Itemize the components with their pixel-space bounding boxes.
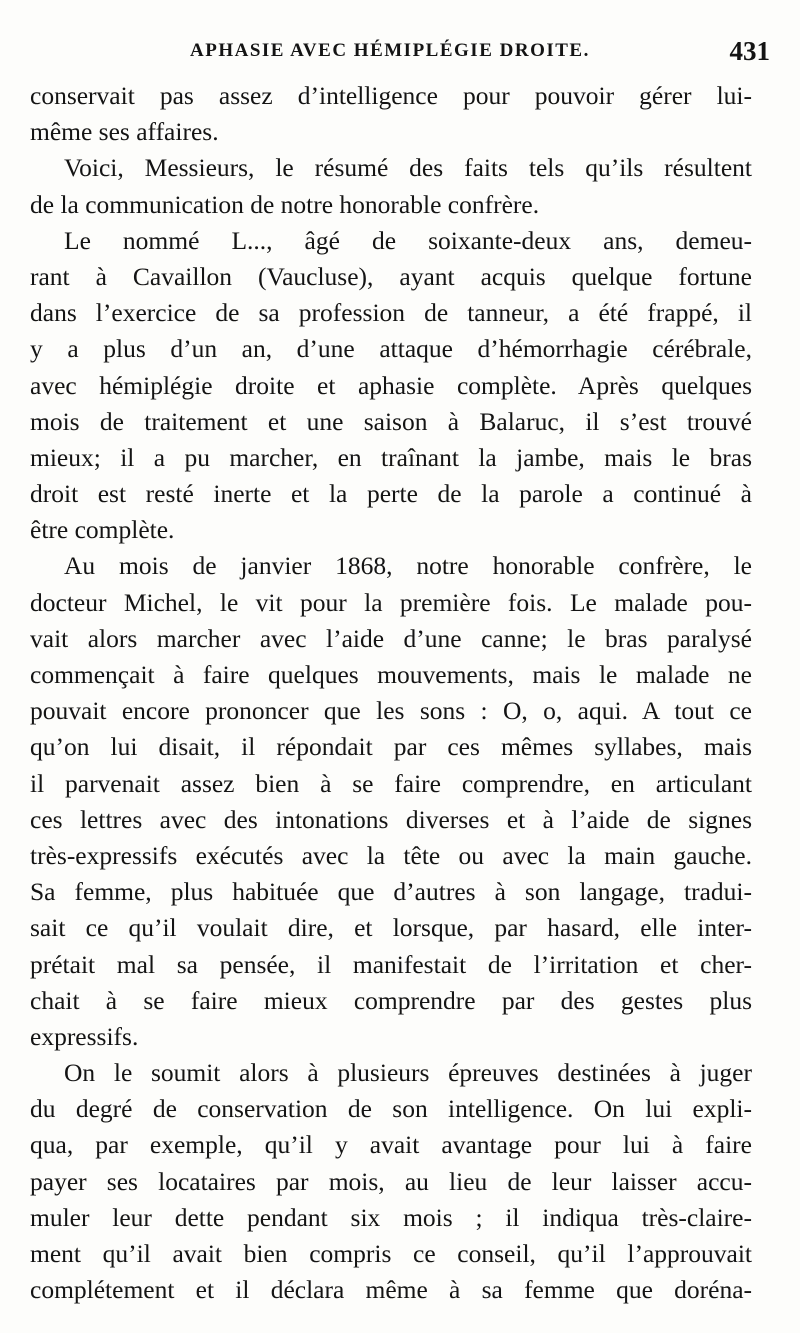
text-line: chait à se faire mieux comprendre par des gestes plus <box>30 985 752 1015</box>
running-title: APHASIE AVEC HÉMIPLÉGIE DROITE. <box>190 40 590 61</box>
text-line: qua, par exemple, qu’il y avait avantage pour lui à faire <box>30 1130 752 1160</box>
text-line: Le nommé L..., âgé de soixante-deux ans, demeu- <box>64 225 752 255</box>
text-line: être complète. <box>30 515 175 545</box>
text-line: docteur Michel, le vit pour la première fois. Le malade pou- <box>30 587 752 617</box>
text-line: vait alors marcher avec l’aide d’une canne; le bras paralysé <box>30 623 752 653</box>
text-line: il parvenait assez bien à se faire comprendre, en articulant <box>30 768 752 798</box>
text-line: du degré de conservation de son intelligence. On lui expli- <box>30 1094 752 1124</box>
body-text <box>30 78 752 1308</box>
text-line: droit est resté inerte et la perte de la parole a continué à <box>30 479 752 509</box>
text-line: Au mois de janvier 1868, notre honorable confrère, le <box>64 551 752 581</box>
text-line: qu’on lui disait, il répondait par ces mêmes syllabes, mais <box>30 732 752 762</box>
text-line: Voici, Messieurs, le résumé des faits tels qu’ils résultent <box>64 153 752 183</box>
text-line: très-expressifs exécutés avec la tête ou avec la main gauche. <box>30 840 752 870</box>
text-line: mieux; il a pu marcher, en traînant la jambe, mais le bras <box>30 442 752 472</box>
page-number: 431 <box>729 36 770 66</box>
text-line: pouvait encore prononcer que les sons : O, o, aqui. A tout ce <box>30 696 752 726</box>
text-line: rant à Cavaillon (Vaucluse), ayant acquis quelque fortune <box>30 261 752 291</box>
text-line: ment qu’il avait bien compris ce conseil, qu’il l’approuvait <box>30 1239 752 1268</box>
text-line: expressifs. <box>30 1021 139 1051</box>
text-line: mois de traitement et une saison à Balaruc, il s’est trouvé <box>30 406 752 436</box>
text-line: Sa femme, plus habituée que d’autres à son langage, tradui- <box>30 877 752 907</box>
text-line: On le soumit alors à plusieurs épreuves destinées à juger <box>64 1058 752 1088</box>
running-head <box>30 36 770 70</box>
text-line: complétement et il déclara même à sa femme que doréna- <box>30 1275 752 1305</box>
text-line: conservait pas assez d’intelligence pour pouvoir gérer lui- <box>30 81 752 110</box>
text-line: y a plus d’un an, d’une attaque d’hémorrhagie cérébrale, <box>30 334 752 364</box>
text-line: sait ce qu’il voulait dire, et lorsque, par hasard, elle inter- <box>30 913 752 943</box>
text-line: commençait à faire quelques mouvements, mais le malade ne <box>30 660 752 689</box>
text-line: même ses affaires. <box>30 117 219 147</box>
text-line: dans l’exercice de sa profession de tanneur, a été frappé, il <box>30 298 752 328</box>
text-line: payer ses locataires par mois, au lieu de leur laisser accu- <box>30 1166 752 1196</box>
text-line: de la communication de notre honorable confrère. <box>30 189 540 219</box>
text-line: prétait mal sa pensée, il manifestait de l’irritation et cher- <box>30 949 752 979</box>
text-line: avec hémiplégie droite et aphasie complète. Après quelques <box>30 370 752 400</box>
text-line: muler leur dette pendant six mois ; il indiqua très-claire- <box>30 1202 752 1232</box>
text-line: ces lettres avec des intonations diverses et à l’aide de signes <box>30 804 752 834</box>
